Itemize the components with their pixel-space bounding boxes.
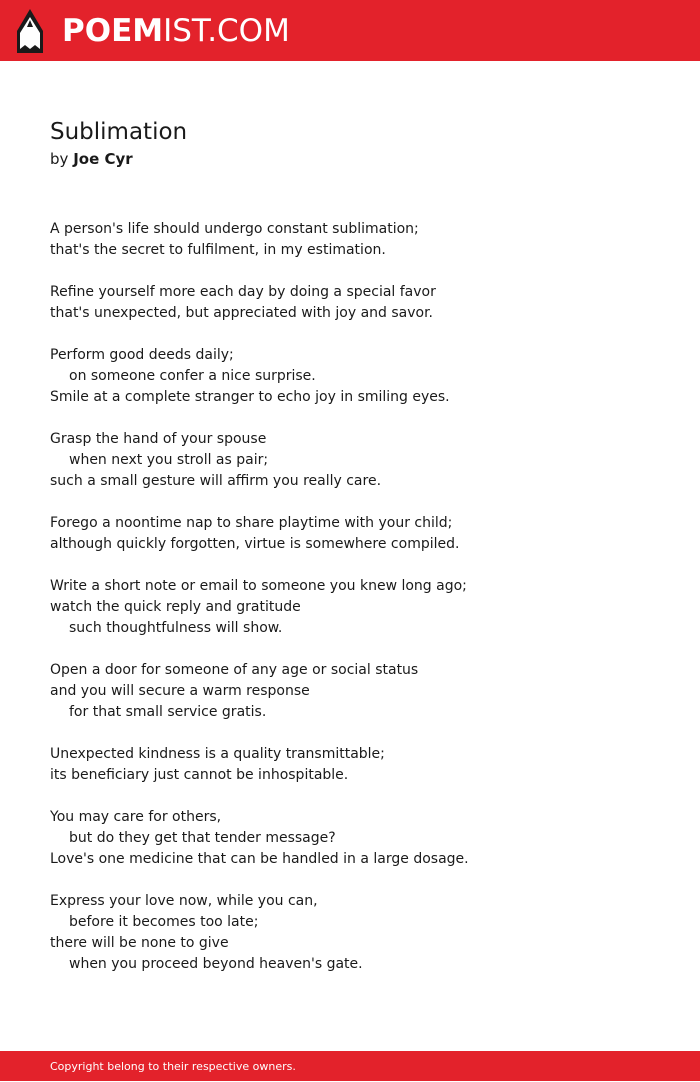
poem-line: on someone confer a nice surprise. — [69, 368, 316, 384]
poem-line: that's the secret to fulfilment, in my estimation. — [50, 242, 386, 258]
author-name[interactable]: Joe Cyr — [73, 150, 133, 168]
copyright-text: Copyright belong to their respective owners. — [50, 1060, 296, 1073]
poem-stanza — [50, 219, 650, 261]
poem-stanza — [50, 660, 650, 723]
poem-line: Love's one medicine that can be handled in a large dosage. — [50, 851, 469, 867]
poem-line: Express your love now, while you can, — [50, 893, 318, 909]
poem-stanza — [50, 807, 650, 870]
poem-stanza — [50, 345, 650, 408]
poem-line: that's unexpected, but appreciated with joy and savor. — [50, 305, 434, 321]
poem-body — [50, 219, 650, 996]
brand-light: IST.COM — [163, 13, 290, 49]
poem-line: and you will secure a warm response — [50, 683, 310, 699]
poem-line: watch the quick reply and gratitude — [50, 599, 301, 615]
poem-line: such a small gesture will affirm you really care. — [50, 473, 382, 489]
poem-line: although quickly forgotten, virtue is somewhere compiled. — [50, 536, 460, 552]
poem-line: Refine yourself more each day by doing a special favor — [50, 284, 436, 300]
poem-stanza — [50, 744, 650, 786]
poem-line: Smile at a complete stranger to echo joy in smiling eyes. — [50, 389, 450, 405]
poem-line: for that small service gratis. — [69, 704, 267, 720]
poem-line: A person's life should undergo constant sublimation; — [50, 221, 419, 237]
poem-line: there will be none to give — [50, 935, 229, 951]
poem-stanza — [50, 891, 650, 975]
brand-bold: POEM — [62, 13, 164, 49]
poem-line: Grasp the hand of your spouse — [50, 431, 267, 447]
poem-line: Unexpected kindness is a quality transmittable; — [50, 746, 385, 762]
byline — [50, 149, 133, 169]
poem-line: when next you stroll as pair; — [69, 452, 269, 468]
poem-line: its beneficiary just cannot be inhospitable. — [50, 767, 349, 783]
poem-line: such thoughtfulness will show. — [69, 620, 283, 636]
poem-stanza — [50, 282, 650, 324]
poem-title: Sublimation — [50, 119, 188, 145]
site-logo-text[interactable] — [62, 12, 290, 50]
poem-line: but do they get that tender message? — [69, 830, 336, 846]
byline-prefix: by — [50, 150, 69, 168]
poem-line: before it becomes too late; — [69, 914, 259, 930]
poem-line: Forego a noontime nap to share playtime with your child; — [50, 515, 453, 531]
poem-line: You may care for others, — [50, 809, 222, 825]
site-footer — [0, 1051, 700, 1081]
poem-stanza — [50, 513, 650, 555]
poem-line: when you proceed beyond heaven's gate. — [69, 956, 363, 972]
pencil-tip-icon[interactable] — [17, 9, 43, 53]
site-header — [0, 0, 700, 61]
poem-line: Write a short note or email to someone you knew long ago; — [50, 578, 467, 594]
poem-stanza — [50, 576, 650, 639]
poem-stanza — [50, 429, 650, 492]
poem-line: Open a door for someone of any age or social status — [50, 662, 419, 678]
poem-line: Perform good deeds daily; — [50, 347, 234, 363]
